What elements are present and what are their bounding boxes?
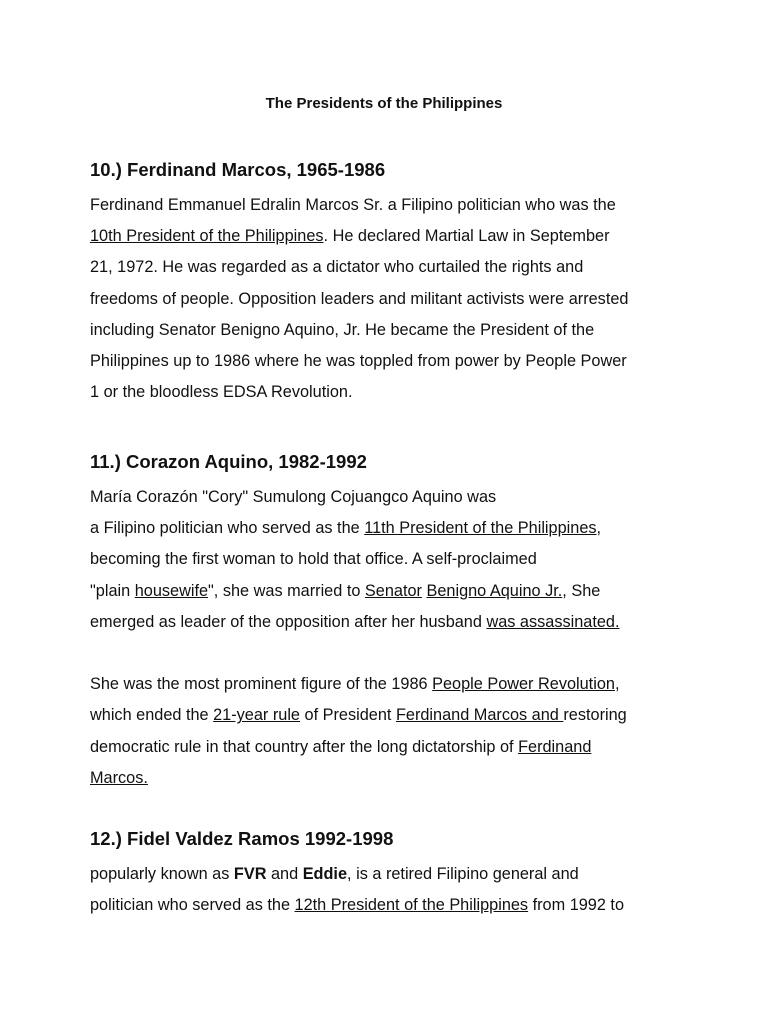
body-line bbox=[90, 576, 730, 607]
text-run: which ended the bbox=[90, 706, 214, 725]
section-body bbox=[90, 190, 730, 408]
text-run: , bbox=[596, 519, 602, 538]
link-10th-president[interactable]: 10th President of the Philippines bbox=[90, 227, 324, 246]
text-run: Ferdinand Emmanuel Edralin Marcos Sr. a Filipino politician who was the bbox=[90, 196, 616, 214]
section-heading: 10.) Ferdinand Marcos, 1965-1986 bbox=[90, 159, 386, 180]
body-line bbox=[90, 377, 730, 408]
link-senator[interactable]: Senator bbox=[364, 581, 422, 600]
body-line bbox=[90, 669, 730, 700]
body-line bbox=[90, 346, 730, 377]
text-run: , bbox=[614, 675, 620, 694]
body-line bbox=[90, 252, 730, 283]
section-ramos bbox=[90, 827, 730, 921]
bold-fvr: FVR bbox=[233, 865, 267, 883]
text-run: Philippines up to 1986 where he was toppled from power by People Power bbox=[90, 351, 627, 370]
section-aquino bbox=[90, 450, 730, 794]
text-run: democratic rule in that country after the long dictatorship of bbox=[90, 737, 519, 756]
body-line bbox=[90, 284, 730, 315]
text-run: , She bbox=[562, 581, 601, 600]
body-line bbox=[90, 732, 730, 763]
section-heading: 12.) Fidel Valdez Ramos 1992-1998 bbox=[90, 828, 394, 849]
body-line bbox=[90, 700, 730, 731]
section-body bbox=[90, 859, 730, 921]
body-line bbox=[90, 890, 730, 921]
text-run: politician who served as the bbox=[90, 896, 295, 915]
link-benigno-aquino[interactable]: Benigno Aquino Jr. bbox=[426, 581, 563, 600]
link-ferdinand[interactable]: Ferdinand bbox=[518, 737, 592, 756]
link-21-year-rule[interactable]: 21-year rule bbox=[213, 706, 300, 725]
text-run: of President bbox=[300, 706, 396, 725]
text-run: including Senator Benigno Aquino, Jr. He became the President of the bbox=[90, 320, 595, 339]
text-run: emerged as leader of the opposition after her husband bbox=[90, 612, 487, 631]
section-heading: 11.) Corazon Aquino, 1982-1992 bbox=[90, 451, 367, 472]
section-body-paragraph-2 bbox=[90, 669, 730, 794]
text-run: 21, 1972. He was regarded as a dictator who curtailed the rights and bbox=[90, 258, 584, 277]
text-run: freedoms of people. Opposition leaders and militant activists were arrested bbox=[90, 289, 629, 308]
document-title: The Presidents of the Philippines bbox=[265, 95, 503, 112]
link-housewife[interactable]: housewife bbox=[134, 581, 209, 600]
body-line bbox=[90, 315, 730, 346]
text-run: , is a retired Filipino general and bbox=[347, 865, 579, 883]
section-body-paragraph-1 bbox=[90, 482, 730, 669]
text-run: "plain bbox=[90, 581, 135, 600]
text-run: from 1992 to bbox=[528, 896, 625, 915]
text-run: becoming the first woman to hold that office. A self-proclaimed bbox=[90, 550, 537, 569]
text-run: and bbox=[266, 865, 303, 883]
body-line bbox=[90, 544, 730, 575]
text-run: She was the most prominent figure of the 1986 bbox=[90, 675, 433, 694]
text-run: popularly known as bbox=[90, 865, 234, 883]
text-run: restoring bbox=[563, 706, 627, 725]
text-run: . He declared Martial Law in September bbox=[323, 227, 610, 246]
link-ferdinand-marcos-and[interactable]: Ferdinand Marcos and bbox=[395, 706, 564, 725]
body-line bbox=[90, 190, 730, 221]
body-line bbox=[90, 763, 730, 794]
section-marcos bbox=[90, 158, 730, 408]
text-run: 1 or the bloodless EDSA Revolution. bbox=[90, 383, 353, 402]
link-12th-president[interactable]: 12th President of the Philippines bbox=[294, 896, 529, 915]
bold-eddie: Eddie bbox=[302, 865, 348, 883]
text-run: ", she was married to bbox=[208, 581, 365, 600]
body-line bbox=[90, 482, 730, 513]
link-marcos[interactable]: Marcos. bbox=[90, 768, 148, 787]
body-line bbox=[90, 221, 730, 252]
paragraph-gap bbox=[90, 638, 730, 669]
body-line bbox=[90, 607, 730, 638]
link-people-power-revolution[interactable]: People Power Revolution bbox=[432, 675, 615, 694]
text-run: a Filipino politician who served as the bbox=[90, 519, 365, 538]
link-was-assassinated[interactable]: was assassinated. bbox=[486, 612, 620, 631]
link-11th-president[interactable]: 11th President of the Philippines bbox=[364, 519, 597, 538]
body-line bbox=[90, 513, 730, 544]
body-line bbox=[90, 859, 730, 890]
text-run: María Corazón "Cory" Sumulong Cojuangco Aquino was bbox=[90, 488, 497, 506]
